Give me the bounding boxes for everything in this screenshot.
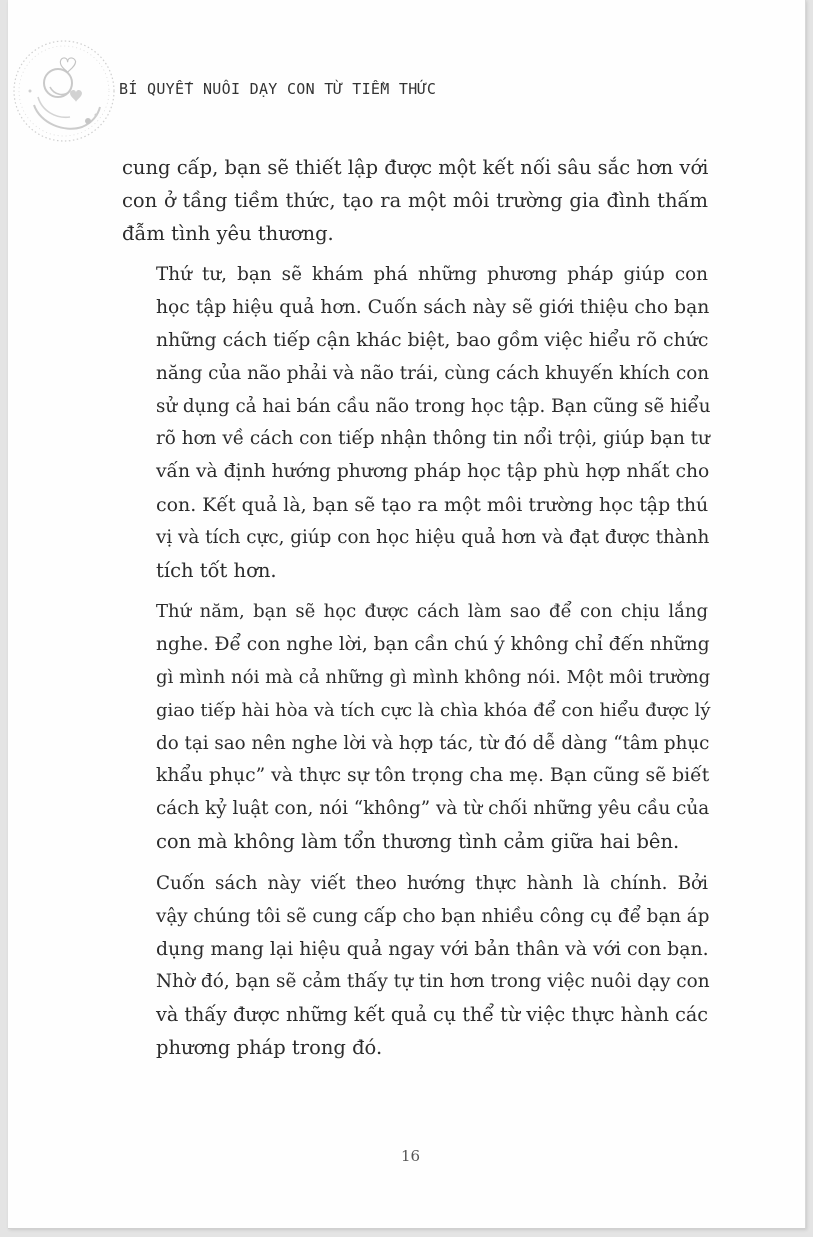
text-line: Thứ năm, bạn sẽ học được cách làm sao để con chịu lắng bbox=[156, 601, 708, 623]
text-line: vị và tích cực, giúp con học hiệu quả hơn và đạt được thành bbox=[156, 526, 710, 548]
text-line: do tại sao nên nghe lời và hợp tác, từ đó dễ dàng “tâm phục bbox=[156, 732, 710, 754]
running-head: BÍ QUYẾT NUÔI DẠY CON TỪ TIỀM THỨC bbox=[119, 80, 437, 98]
text-line: dụng mang lại hiệu quả ngay với bản thân và với con bạn. bbox=[156, 938, 709, 961]
text-line: nghe. Để con nghe lời, bạn cần chú ý không chỉ đến những bbox=[156, 634, 710, 656]
text-line: những cách tiếp cận khác biệt, bao gồm việc hiểu rõ chức bbox=[156, 329, 709, 351]
text-line: rõ hơn về cách con tiếp nhận thông tin nổi trội, giúp bạn tư bbox=[156, 428, 710, 450]
text-line: phương pháp trong đó. bbox=[156, 1035, 383, 1059]
text-line: con mà không làm tổn thương tình cảm giữa hai bên. bbox=[156, 829, 680, 853]
paragraph bbox=[122, 868, 708, 1065]
text-line: sử dụng cả hai bán cầu não trong học tập. Bạn cũng sẽ hiểu bbox=[156, 395, 711, 417]
text-line: cung cấp, bạn sẽ thiết lập được một kết nối sâu sắc hơn với bbox=[122, 156, 709, 179]
text-line: giao tiếp hài hòa và tích cực là chìa khóa để con hiểu được lý bbox=[156, 699, 711, 721]
paragraph bbox=[122, 152, 708, 250]
text-line: Cuốn sách này viết theo hướng thực hành là chính. Bởi bbox=[156, 872, 708, 894]
text-line: và thấy được những kết quả cụ thể từ việc thực hành các bbox=[156, 1002, 708, 1026]
body-text bbox=[122, 152, 711, 1074]
paragraph bbox=[122, 259, 711, 587]
text-line: học tập hiệu quả hơn. Cuốn sách này sẽ giới thiệu cho bạn bbox=[156, 297, 710, 319]
text-line: vấn và định hướng phương pháp học tập phù hợp nhất cho bbox=[156, 461, 710, 483]
book-page bbox=[8, 0, 806, 1229]
text-line: tích tốt hơn. bbox=[156, 558, 277, 582]
text-line: đẫm tình yêu thương. bbox=[122, 221, 334, 245]
text-line: Thứ tư, bạn sẽ khám phá những phương pháp giúp con bbox=[156, 264, 708, 286]
text-line: gì mình nói mà cả những gì mình không nói. Một môi trường bbox=[156, 666, 711, 688]
text-line: Nhờ đó, bạn sẽ cảm thấy tự tin hơn trong việc nuôi dạy con bbox=[156, 971, 710, 993]
page-number: 16 bbox=[400, 1147, 421, 1165]
text-line: con. Kết quả là, bạn sẽ tạo ra một môi trường học tập thú bbox=[156, 493, 709, 516]
text-line: năng của não phải và não trái, cùng cách khuyến khích con bbox=[156, 362, 710, 384]
text-line: cách kỷ luật con, nói “không” và từ chối những yêu cầu của bbox=[156, 798, 710, 820]
text-line: khẩu phục” và thực sự tôn trọng cha mẹ. Bạn cũng sẽ biết bbox=[156, 765, 710, 787]
paragraph bbox=[122, 596, 711, 858]
text-line: vậy chúng tôi sẽ cung cấp cho bạn nhiều công cụ để bạn áp bbox=[156, 905, 710, 927]
mother-child-hearts-emblem-icon bbox=[12, 35, 116, 147]
text-line: con ở tầng tiềm thức, tạo ra một môi trường gia đình thấm bbox=[122, 188, 708, 212]
